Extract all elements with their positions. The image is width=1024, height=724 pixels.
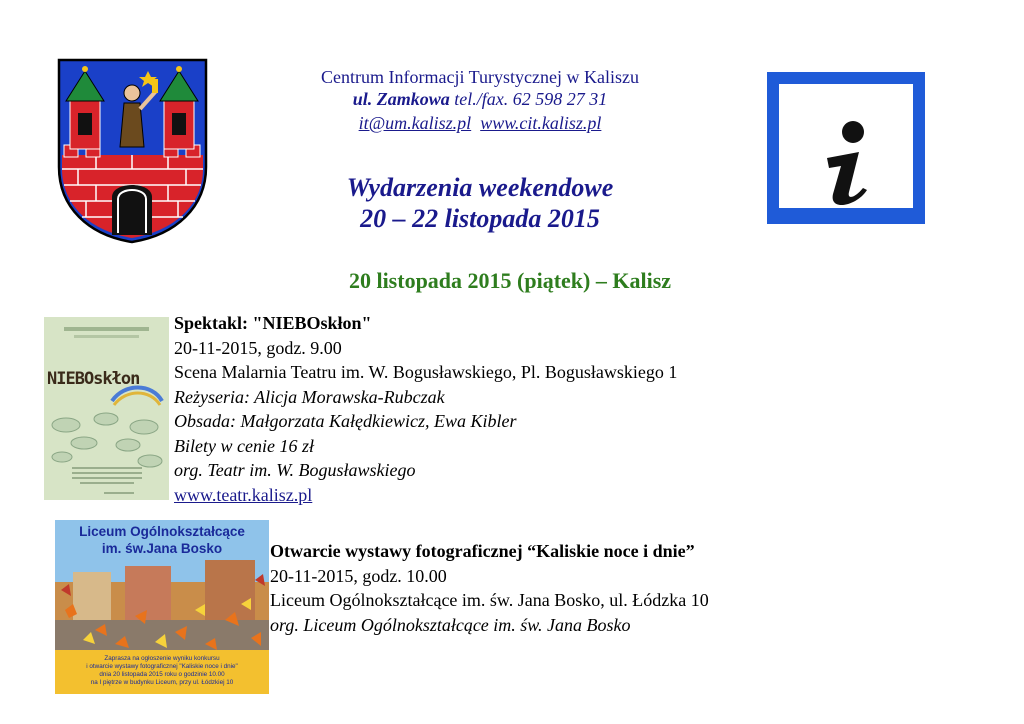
header-phone: tel./fax. 62 598 27 31	[449, 89, 608, 109]
event-2-venue: Liceum Ogólnokształcące im. św. Jana Bosko, ul. Łódzka 10	[270, 590, 709, 610]
poster2-school-line2: im. św.Jana Bosko	[101, 541, 223, 556]
event-1-cast: Obsada: Małgorzata Kałędkiewicz, Ewa Kibler	[174, 411, 517, 431]
poster2-invite-line: Zaprasza na ogłoszenie wyniku konkursu	[104, 655, 220, 662]
event-1	[174, 311, 814, 507]
event-1-datetime: 20-11-2015, godz. 9.00	[174, 337, 342, 358]
event-2-organizer: org. Liceum Ogólnokształcące im. św. Jana Bosko	[270, 614, 631, 635]
header-street: ul. Zamkowa	[352, 89, 450, 109]
kalisz-coat-of-arms-icon	[56, 57, 209, 245]
email-link[interactable]: it@um.kalisz.pl	[358, 113, 472, 133]
poster1-logo: NIEBOskłon	[47, 369, 140, 389]
event-poster-nieboskon	[44, 317, 169, 500]
poster2-invite-line: i otwarcie wystawy fotograficznej "Kaliskie noce i dnie"	[86, 663, 238, 670]
event-1-title: Spektakl: "NIEBOskłon"	[174, 313, 372, 333]
poster2-invite-line: dnia 20 listopada 2015 roku o godzinie 10.00	[99, 671, 225, 678]
header-address	[230, 88, 730, 110]
website-link[interactable]: www.cit.kalisz.pl	[480, 113, 602, 133]
event-2-datetime: 20-11-2015, godz. 10.00	[270, 565, 447, 586]
event-1-link[interactable]: www.teatr.kalisz.pl	[174, 484, 313, 505]
event-1-tickets: Bilety w cenie 16 zł	[174, 435, 314, 456]
event-1-venue: Scena Malarnia Teatru im. W. Bogusławskiego, Pl. Bogusławskiego 1	[174, 362, 678, 382]
poster2-invite	[55, 655, 269, 687]
event-2-title: Otwarcie wystawy fotograficznej “Kaliskie noce i dnie”	[270, 541, 695, 561]
day-heading: 20 listopada 2015 (piątek) – Kalisz	[348, 268, 672, 293]
page-subtitle: 20 – 22 listopada 2015	[360, 204, 600, 233]
header-contact-links	[230, 112, 730, 134]
poster2-school-line1: Liceum Ogólnokształcące	[79, 524, 245, 539]
header-line-org: Centrum Informacji Turystycznej w Kaliszu	[321, 67, 639, 87]
event-1-director: Reżyseria: Alicja Morawska-Rubczak	[174, 386, 445, 407]
tourist-info-icon	[767, 72, 925, 224]
event-poster-exhibition	[55, 520, 269, 694]
event-2	[270, 539, 890, 637]
page-title: Wydarzenia weekendowe	[346, 173, 614, 202]
poster2-invite-line: na I piętrze w budynku Liceum, przy ul. Łódzkiej 10	[90, 679, 234, 686]
event-1-organizer: org. Teatr im. W. Bogusławskiego	[174, 460, 416, 480]
